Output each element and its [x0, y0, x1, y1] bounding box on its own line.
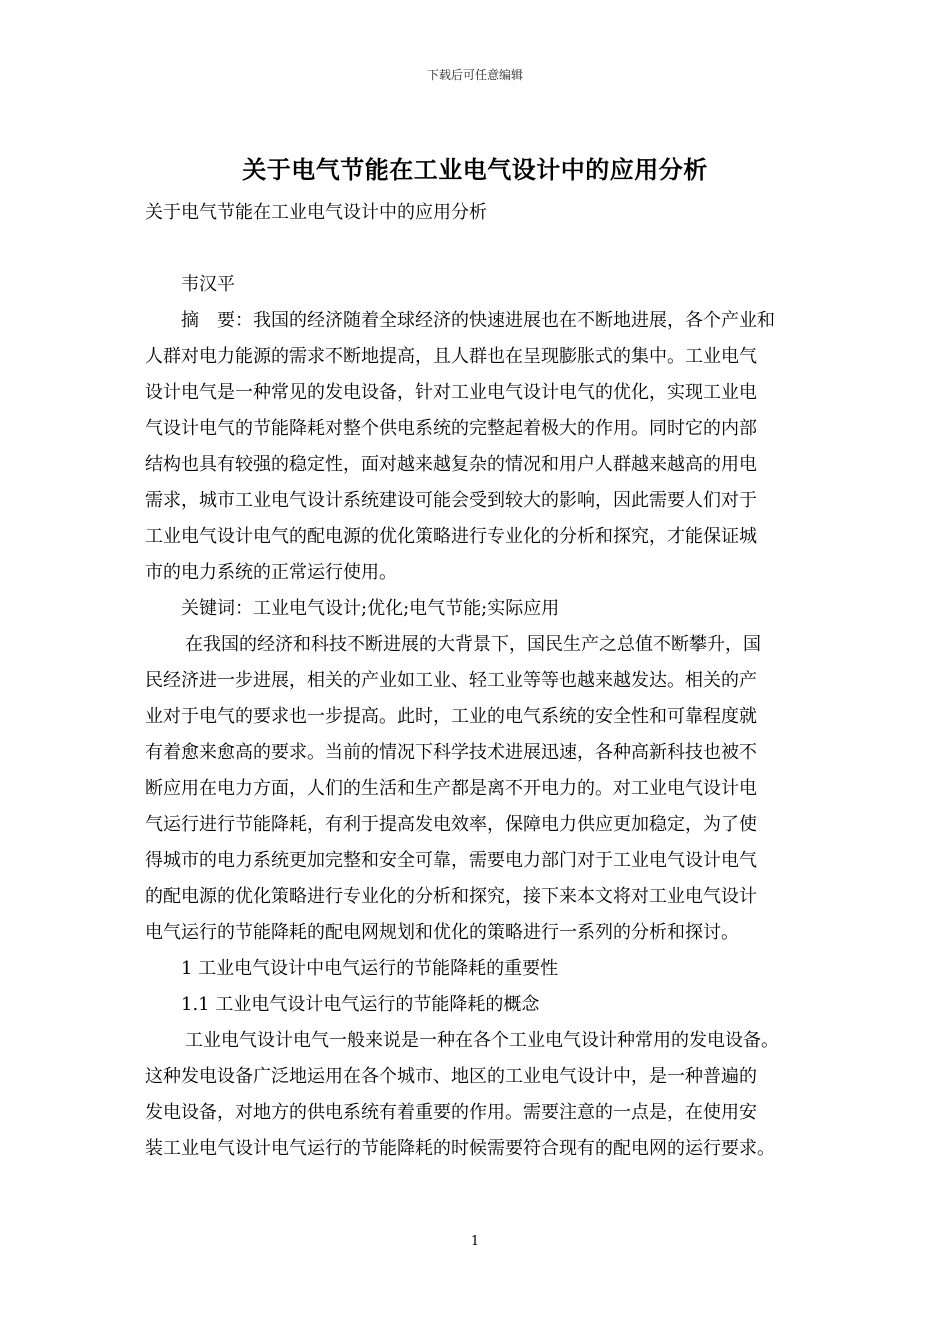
- paragraph-line: 业对于电气的要求也一步提高。此时，工业的电气系统的安全性和可靠程度就: [145, 706, 757, 727]
- paragraph-line: 这种发电设备广泛地运用在各个城市、地区的工业电气设计中，是一种普遍的: [145, 1066, 757, 1087]
- document-body: [145, 195, 809, 1167]
- page-number: 1: [470, 1234, 480, 1249]
- document-title: 关于电气节能在工业电气设计中的应用分析: [242, 156, 708, 184]
- abstract-line: 摘 要：我国的经济随着全球经济的快速进展也在不断地进展，各个产业和: [181, 310, 775, 331]
- abstract-line: 设计电气是一种常见的发电设备，针对工业电气设计电气的优化，实现工业电: [145, 382, 757, 403]
- author: 韦汉平: [181, 274, 235, 295]
- abstract: [145, 303, 809, 591]
- abstract-line: 气设计电气的节能降耗对整个供电系统的完整起着极大的作用。同时它的内部: [145, 418, 757, 439]
- section-heading: 1 工业电气设计中电气运行的节能降耗的重要性: [181, 958, 559, 979]
- paragraph-line: 民经济进一步进展，相关的产业如工业、轻工业等等也越来越发达。相关的产: [145, 670, 757, 691]
- paragraph-line: 在我国的经济和科技不断进展的大背景下，国民生产之总值不断攀升，国: [185, 634, 761, 655]
- intro-paragraph: [145, 627, 809, 951]
- abstract-line: 需求，城市工业电气设计系统建设可能会受到较大的影响，因此需要人们对于: [145, 490, 757, 511]
- keywords: 关键词：工业电气设计;优化;电气节能;实际应用: [181, 598, 560, 619]
- paragraph-line: 的配电源的优化策略进行专业化的分析和探究，接下来本文将对工业电气设计: [145, 886, 757, 907]
- paragraph-line: 断应用在电力方面，人们的生活和生产都是离不开电力的。对工业电气设计电: [145, 778, 757, 799]
- section-paragraph: [145, 1023, 809, 1167]
- paragraph-line: 电气运行的节能降耗的配电网规划和优化的策略进行一系列的分析和探讨。: [145, 922, 739, 943]
- paragraph-line: 装工业电气设计电气运行的节能降耗的时候需要符合现有的配电网的运行要求。: [145, 1138, 775, 1159]
- header-note: 下载后可任意编辑: [426, 68, 523, 82]
- paragraph-line: 有着愈来愈高的要求。当前的情况下科学技术进展迅速，各种高新科技也被不: [145, 742, 757, 763]
- paragraph-line: 气运行进行节能降耗，有利于提高发电效率，保障电力供应更加稳定，为了使: [145, 814, 757, 835]
- paragraph-line: 工业电气设计电气一般来说是一种在各个工业电气设计种常用的发电设备。: [185, 1030, 779, 1051]
- subtitle: 关于电气节能在工业电气设计中的应用分析: [145, 202, 487, 223]
- abstract-line: 市的电力系统的正常运行使用。: [145, 562, 397, 583]
- abstract-line: 工业电气设计电气的配电源的优化策略进行专业化的分析和探究，才能保证城: [145, 526, 757, 547]
- abstract-line: 人群对电力能源的需求不断地提高，且人群也在呈现膨胀式的集中。工业电气: [145, 346, 757, 367]
- subsection-heading: 1.1 工业电气设计电气运行的节能降耗的概念: [181, 994, 540, 1015]
- abstract-line: 结构也具有较强的稳定性，面对越来越复杂的情况和用户人群越来越高的用电: [145, 454, 757, 475]
- paragraph-line: 发电设备，对地方的供电系统有着重要的作用。需要注意的一点是，在使用安: [145, 1102, 757, 1123]
- paragraph-line: 得城市的电力系统更加完整和安全可靠，需要电力部门对于工业电气设计电气: [145, 850, 757, 871]
